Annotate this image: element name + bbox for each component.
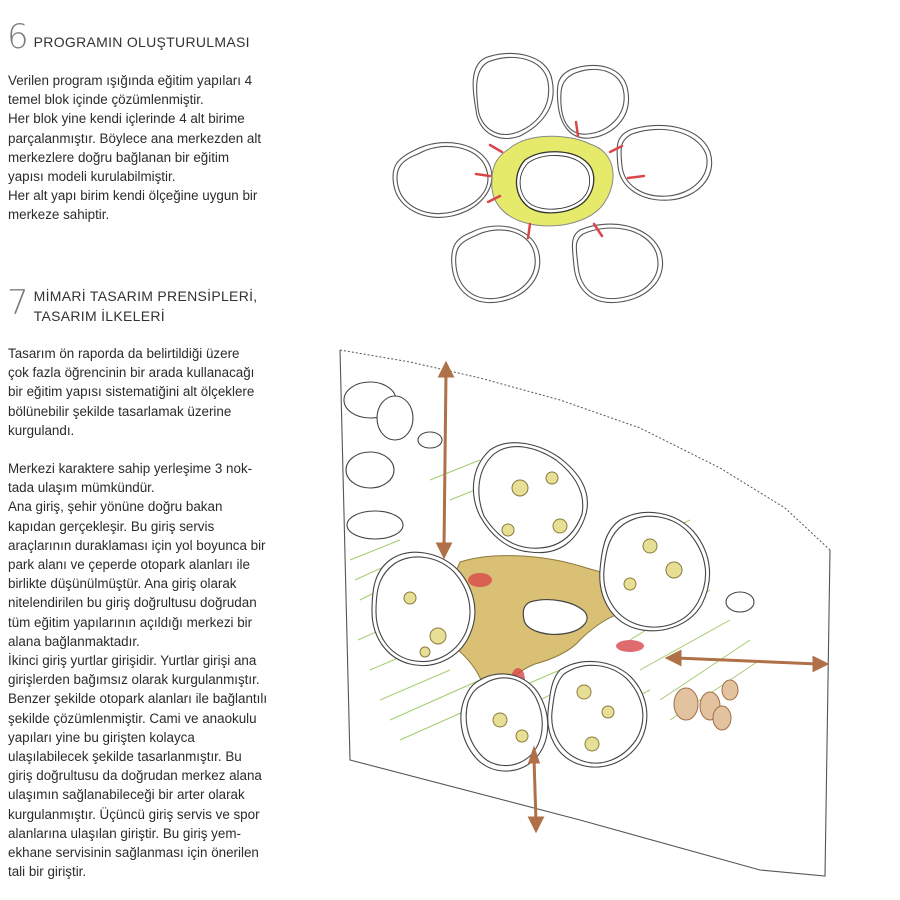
petal-outline bbox=[393, 143, 492, 218]
text-line: Merkezi karaktere sahip yerleşime 3 nok- bbox=[8, 461, 253, 476]
text-line: yapıları yine bu girişten kolayca bbox=[8, 729, 195, 745]
text-line: nitelendirilen bu giriş doğrultusu doğrudan bbox=[8, 595, 257, 611]
building-block bbox=[600, 512, 710, 630]
text-line: alanlarına ulaşılan giriştir. Bu giriş yem- bbox=[8, 825, 241, 841]
petal-outline bbox=[617, 125, 712, 200]
section-6-heading bbox=[7, 17, 250, 57]
auxiliary-blocks bbox=[674, 680, 738, 730]
text-line: bir eğitim yapısı sistematiğini alt ölçeklere bbox=[8, 384, 255, 400]
petal-outline bbox=[397, 146, 488, 213]
text-line: çok fazla öğrencinin bir arada kullanacağı bbox=[8, 365, 255, 381]
text-line: parçalanmıştır. Böylece ana merkezden alt bbox=[8, 130, 262, 146]
text-line: ekhane servisinin sağlanması için önerilen bbox=[8, 845, 259, 861]
text-line: İkinci giriş yurtlar girişidir. Yurtlar girişi ana bbox=[8, 653, 257, 669]
text-line: tada ulaşım mümkündür. bbox=[8, 480, 155, 496]
text-line: giriş doğrultusu da doğrudan merkez alana bbox=[8, 768, 262, 784]
text-line: Tasarım ön raporda da belirtildiği üzere bbox=[8, 346, 240, 361]
text-line: araçlarının duraklaması için yol boyunca bir bbox=[8, 537, 266, 553]
text-line: girişlerden bağımsız olarak kurgulanmıştır. bbox=[8, 672, 260, 688]
section-6-paragraph bbox=[8, 71, 289, 225]
building-block bbox=[347, 511, 403, 539]
text-line: şekilde çözümlenmiştir. Cami ve anaokulu bbox=[8, 710, 257, 726]
text-line: birlikte düşünülmüştür. Ana giriş olarak bbox=[8, 576, 237, 592]
text-line: ulaşılabilecek şekilde tasarlanmıştır. Bu bbox=[8, 749, 242, 765]
building-block bbox=[377, 396, 413, 440]
section-7-body-paragraph bbox=[8, 459, 289, 881]
text-line: Her alt yapı birim kendi ölçeğine uygun bir bbox=[8, 188, 258, 204]
text-line: kapıdan gerçekleşir. Bu giriş servis bbox=[8, 518, 215, 534]
section-7-number: 7 bbox=[7, 283, 29, 323]
building-block bbox=[418, 432, 442, 448]
petal-outline bbox=[477, 57, 549, 134]
text-line: Ana giriş, şehir yönüne doğru bakan bbox=[8, 499, 223, 515]
building-block bbox=[548, 661, 647, 767]
text-line: merkezlere doğru bağlanan bir eğitim bbox=[8, 149, 230, 165]
section-6-title: PROGRAMIN OLUŞTURULMASI bbox=[33, 34, 250, 50]
text-line: park alanı ve çeperde otopark alanları ile bbox=[8, 557, 250, 573]
section-7-heading bbox=[7, 283, 264, 326]
text-line: kurgulandı. bbox=[8, 422, 75, 438]
text-line: alana bağlanmaktadır. bbox=[8, 633, 140, 649]
building-block bbox=[473, 443, 587, 553]
text-line: Verilen program ışığında eğitim yapıları 4 bbox=[8, 73, 253, 88]
text-line: kurgulanmıştır. Üçüncü giriş servis ve spor bbox=[8, 806, 260, 822]
text-line: tüm eğitim yapılarının açıldığı merkezi bir bbox=[8, 614, 253, 630]
section-7-title-line-2: TASARIM İLKELERİ bbox=[33, 308, 165, 324]
inner-courtyard bbox=[516, 152, 593, 213]
text-line: Benzer şekilde otopark alanları ile bağlantılı bbox=[8, 691, 268, 707]
petal-outline bbox=[456, 230, 536, 299]
site-plan-sketch bbox=[330, 340, 835, 885]
building-block bbox=[726, 592, 754, 612]
section-7-title-line-1: MİMARİ TASARIM PRENSİPLERİ, bbox=[33, 288, 258, 304]
text-line: tali bir giriştir. bbox=[8, 864, 87, 880]
text-line: yapısı modeli kurulabilmiştir. bbox=[8, 169, 176, 185]
section-7-intro-paragraph bbox=[8, 344, 289, 440]
petal-outline bbox=[576, 228, 658, 299]
petal-outline bbox=[557, 65, 628, 138]
arrow-east bbox=[676, 658, 818, 664]
text-line: ulaşımın sağlanabileceği bir arter olarak bbox=[8, 787, 245, 803]
petal-outline bbox=[572, 224, 662, 302]
arrow-south bbox=[534, 758, 536, 822]
arrow-north bbox=[444, 372, 446, 548]
petal-outline bbox=[452, 226, 540, 303]
petal-outline bbox=[621, 129, 707, 196]
building-block bbox=[346, 452, 394, 488]
section-7-title bbox=[34, 286, 264, 326]
text-line: bölünebilir şekilde tasarlamak üzerine bbox=[8, 403, 232, 419]
text-line: Her blok yine kendi içlerinde 4 alt birime bbox=[8, 111, 245, 127]
text-line: merkeze sahiptir. bbox=[8, 207, 110, 223]
site-boundary bbox=[340, 350, 830, 550]
section-6-number: 6 bbox=[7, 17, 29, 57]
text-line: temel blok içinde çözümlenmiştir. bbox=[8, 92, 204, 108]
program-flower-diagram bbox=[380, 40, 750, 310]
petal-outline bbox=[561, 69, 624, 134]
